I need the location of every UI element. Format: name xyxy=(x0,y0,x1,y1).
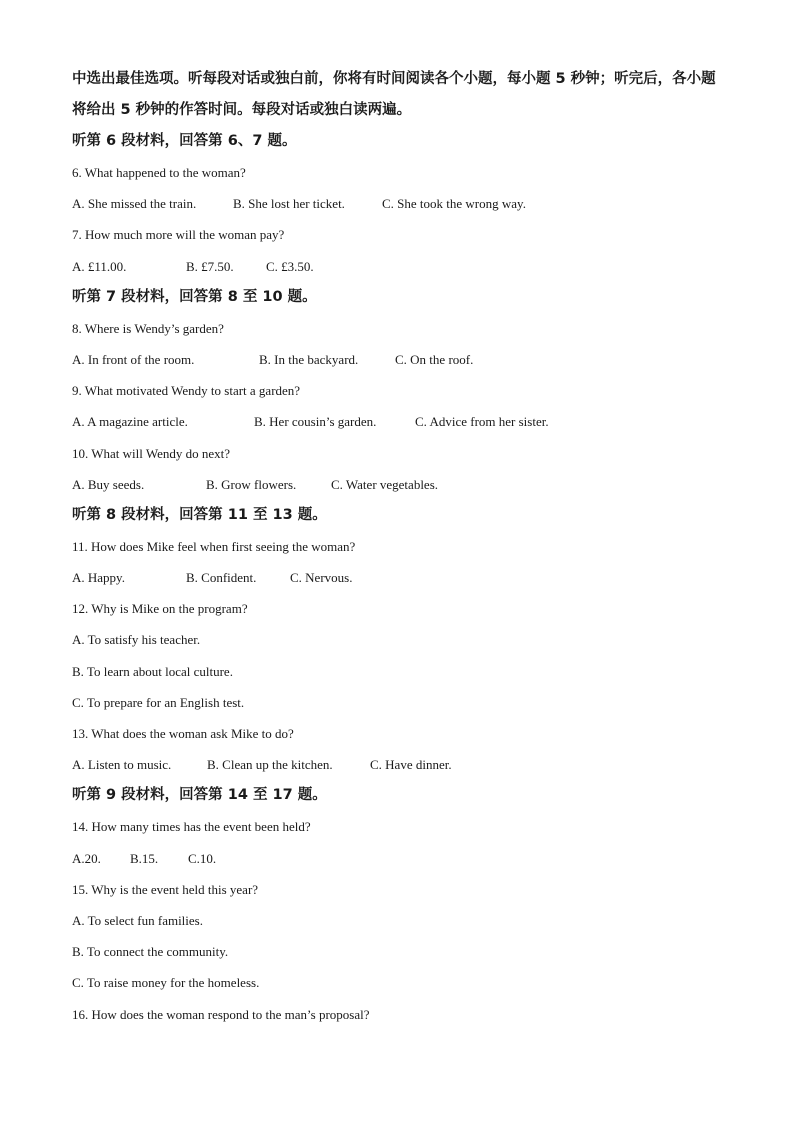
instructions-paragraph: 中选出最佳选项。听每段对话或独白前，你将有时间阅读各个小题，每小题 5 秒钟；听完后，各小题将给出 5 秒钟的作答时间。每段对话或独白读两遍。 xyxy=(72,71,716,118)
answer-option[interactable]: B. Grow flowers. xyxy=(206,476,297,492)
answer-option[interactable]: C. She took the wrong way. xyxy=(382,196,526,212)
exam-page xyxy=(72,64,722,1030)
answer-option[interactable]: A. In front of the room. xyxy=(72,351,195,367)
question-stem: 16. How does the woman respond to the man’s proposal? xyxy=(72,1006,370,1022)
answer-option[interactable]: C. Advice from her sister. xyxy=(415,414,549,430)
answer-option[interactable]: A. Happy. xyxy=(72,570,125,586)
answer-option[interactable]: A. £11.00. xyxy=(72,258,127,274)
question-stem: 11. How does Mike feel when first seeing the woman? xyxy=(72,538,356,554)
answer-options-row xyxy=(72,251,722,282)
answer-options-row xyxy=(72,188,722,219)
answer-option[interactable]: C. Water vegetables. xyxy=(331,476,439,492)
answer-option[interactable]: A. To select fun families. xyxy=(72,912,203,928)
question-stem: 9. What motivated Wendy to start a garden? xyxy=(72,383,301,399)
question-stem: 12. Why is Mike on the program? xyxy=(72,601,248,617)
answer-option[interactable]: B. Her cousin’s garden. xyxy=(254,414,377,430)
listening-sections xyxy=(72,126,722,1030)
question-stem: 6. What happened to the woman? xyxy=(72,165,246,180)
question-stem: 7. How much more will the woman pay? xyxy=(72,227,285,243)
section-heading: 听第 7 段材料，回答第 8 至 10 题。 xyxy=(72,288,317,305)
answer-option[interactable]: A. To satisfy his teacher. xyxy=(72,632,201,648)
answer-option[interactable]: B. Confident. xyxy=(186,570,257,586)
answer-option[interactable]: C. Have dinner. xyxy=(370,757,452,773)
listening-section xyxy=(72,500,722,781)
listening-section xyxy=(72,282,722,500)
question-stem: 10. What will Wendy do next? xyxy=(72,445,231,461)
answer-options-row xyxy=(72,469,722,500)
answer-option[interactable]: C.10. xyxy=(188,850,217,866)
answer-option[interactable]: A. Listen to music. xyxy=(72,757,172,773)
answer-options-row xyxy=(72,749,722,780)
answer-option[interactable]: A. A magazine article. xyxy=(72,414,188,430)
section-heading: 听第 6 段材料，回答第 6、7 题。 xyxy=(72,133,297,149)
answer-option[interactable]: B.15. xyxy=(130,850,159,866)
answer-option[interactable]: B. To connect the community. xyxy=(72,944,229,960)
answer-options-row xyxy=(72,406,722,437)
answer-option[interactable]: A. Buy seeds. xyxy=(72,476,145,492)
question-stem: 13. What does the woman ask Mike to do? xyxy=(72,726,294,741)
answer-option[interactable]: B. She lost her ticket. xyxy=(233,196,345,212)
answer-option[interactable]: B. In the backyard. xyxy=(259,351,359,367)
question-stem: 8. Where is Wendy’s garden? xyxy=(72,320,224,336)
answer-option[interactable]: B. To learn about local culture. xyxy=(72,663,233,679)
answer-options-row xyxy=(72,843,722,874)
answer-option[interactable]: C. To raise money for the homeless. xyxy=(72,975,260,991)
answer-option[interactable]: C. Nervous. xyxy=(290,570,353,586)
answer-option[interactable]: B. £7.50. xyxy=(186,258,234,274)
answer-option[interactable]: C. To prepare for an English test. xyxy=(72,694,245,710)
answer-option[interactable]: C. On the roof. xyxy=(395,351,474,367)
answer-option[interactable]: A.20. xyxy=(72,850,101,866)
question-stem: 15. Why is the event held this year? xyxy=(72,881,259,897)
listening-section xyxy=(72,126,722,282)
answer-options-row xyxy=(72,562,722,593)
section-heading: 听第 9 段材料，回答第 14 至 17 题。 xyxy=(72,787,327,804)
question-stem: 14. How many times has the event been held? xyxy=(72,819,311,835)
answer-option[interactable]: A. She missed the train. xyxy=(72,196,197,212)
answer-option[interactable]: C. £3.50. xyxy=(266,258,314,274)
answer-options-row xyxy=(72,344,722,375)
listening-section xyxy=(72,780,722,1029)
answer-option[interactable]: B. Clean up the kitchen. xyxy=(207,757,333,773)
section-heading: 听第 8 段材料，回答第 11 至 13 题。 xyxy=(72,506,327,523)
